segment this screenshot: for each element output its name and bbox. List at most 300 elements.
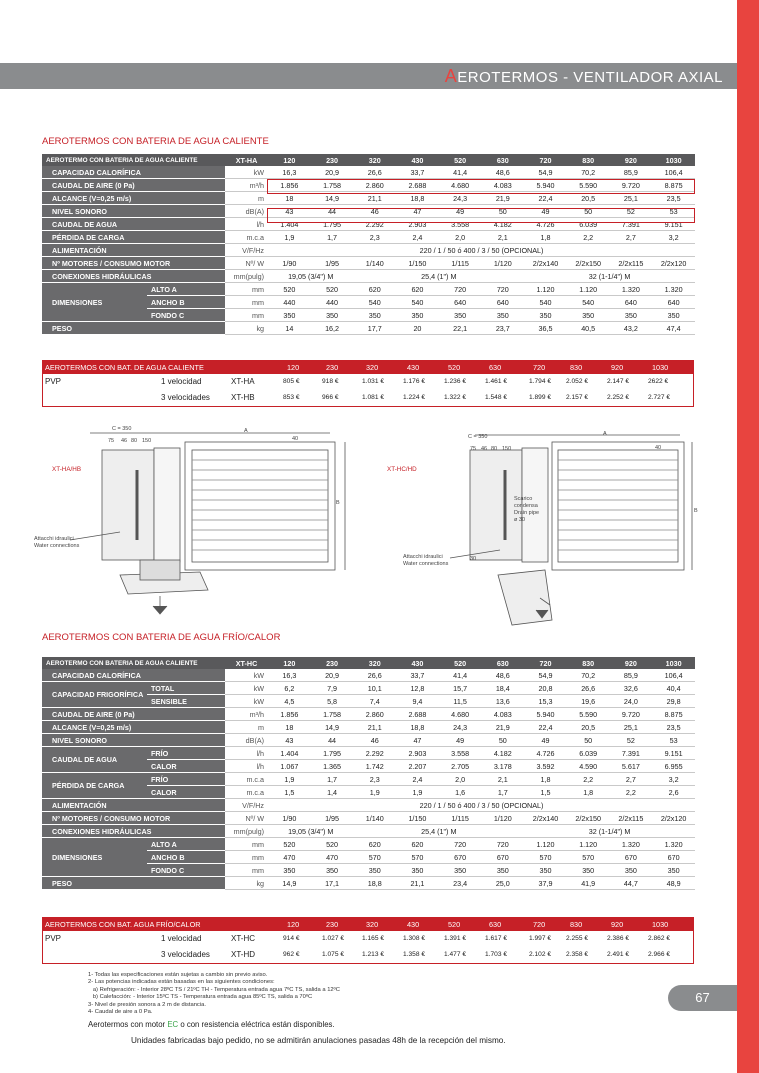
cell-value: 520 xyxy=(311,283,354,296)
dim-right-2: 46 xyxy=(481,446,488,452)
table-row xyxy=(42,799,695,812)
section2-title: AEROTERMOS CON BATERIA DE AGUA FRÍO/CALOR xyxy=(42,632,281,643)
sub-label: SENSIBLE xyxy=(147,695,225,708)
cell-value: 23,7 xyxy=(481,322,524,335)
cell-value: 570 xyxy=(353,851,396,864)
cell-value: 20,9 xyxy=(311,669,354,682)
cell-value: 670 xyxy=(652,851,695,864)
cell-value: 21,9 xyxy=(481,192,524,205)
table-row xyxy=(42,669,695,682)
dim-left-4: 150 xyxy=(142,438,152,444)
sub-label: FRÍO xyxy=(147,773,225,786)
table-row xyxy=(42,708,695,721)
water-conn-left-2: Water connections xyxy=(34,543,80,549)
drain-label-2: condensa xyxy=(514,503,538,509)
sub-label: FONDO C xyxy=(147,309,225,322)
cell-value: 5.940 xyxy=(524,179,567,192)
cell-value: 19,6 xyxy=(567,695,610,708)
diagram-label-right: XT-HC/HD xyxy=(387,466,417,473)
row-unit: dB(A) xyxy=(225,734,268,747)
cell-value: 18,4 xyxy=(481,682,524,695)
cell-value: 19,05 (3/4") M xyxy=(268,825,353,838)
row-unit: mm xyxy=(225,283,268,296)
cell-value: 43 xyxy=(268,205,311,218)
cell-value: 9,4 xyxy=(396,695,439,708)
diagram-label-left: XT-HA/HB xyxy=(52,466,82,473)
row-unit: kg xyxy=(225,877,268,890)
cell-value: 22,4 xyxy=(524,192,567,205)
cell-value: 44,7 xyxy=(610,877,653,890)
row-unit: kW xyxy=(225,695,268,708)
cell-value: 7.391 xyxy=(610,747,653,760)
price-title: AEROTERMOS CON BAT. AGUA FRÍO/CALOR xyxy=(45,920,201,929)
cell-value: 1,9 xyxy=(396,786,439,799)
table-title: AEROTERMO CON BATERIA DE AGUA CALIENTE xyxy=(42,154,225,166)
cell-value: 2,3 xyxy=(353,231,396,244)
cell-value: 16,3 xyxy=(268,166,311,179)
dimension-drawings xyxy=(40,420,700,635)
cell-value: 15,3 xyxy=(524,695,567,708)
cell-value: 1.320 xyxy=(652,838,695,851)
cell-value: 1,6 xyxy=(439,786,482,799)
row-unit: mm xyxy=(225,838,268,851)
cell-value: 640 xyxy=(481,296,524,309)
cell-value: 570 xyxy=(524,851,567,864)
cell-value: 23,4 xyxy=(439,877,482,890)
price-size-header: 830 xyxy=(570,363,583,372)
cell-value: 2,2 xyxy=(610,786,653,799)
table-row xyxy=(42,682,695,695)
cell-value: 26,6 xyxy=(567,682,610,695)
cell-value: 5.940 xyxy=(524,708,567,721)
cell-value: 48,9 xyxy=(652,877,695,890)
size-header: 120 xyxy=(268,657,311,669)
cell-value: 670 xyxy=(610,851,653,864)
row-label: ALIMENTACIÓN xyxy=(42,244,225,257)
cell-value: 520 xyxy=(268,838,311,851)
model-label: XT-HA xyxy=(231,377,255,386)
cell-value: 1/115 xyxy=(439,812,482,825)
price-cell: 1.224 € xyxy=(403,394,425,401)
cell-value: 15,7 xyxy=(439,682,482,695)
size-header: 830 xyxy=(567,154,610,166)
cell-value: 4.726 xyxy=(524,747,567,760)
cell-value: 21,1 xyxy=(353,721,396,734)
table-row xyxy=(42,283,695,296)
cell-value: 350 xyxy=(524,864,567,877)
dim-right-4: 150 xyxy=(502,446,512,452)
footnote-line: 4- Caudal de aire a 0 Pa. xyxy=(88,1009,153,1016)
cell-value: 9.151 xyxy=(652,747,695,760)
cell-value: 1/120 xyxy=(481,257,524,270)
cell-value: 350 xyxy=(652,309,695,322)
size-header: 430 xyxy=(396,154,439,166)
size-header: 230 xyxy=(311,154,354,166)
cell-value: 4.680 xyxy=(439,179,482,192)
cell-value: 350 xyxy=(524,309,567,322)
cell-value: 2.705 xyxy=(439,760,482,773)
cell-value: 2.207 xyxy=(396,760,439,773)
ec-note: Aerotermos con motor EC o con resistencia eléctrica están disponibles. xyxy=(88,1020,335,1029)
footnote-line: 3- Nivel de presión sonora a 2 m de distancia. xyxy=(88,1001,206,1008)
cell-value: 14,9 xyxy=(268,877,311,890)
row-label: ALCANCE (V=0,25 m/s) xyxy=(42,721,225,734)
cell-value: 7,9 xyxy=(311,682,354,695)
cell-value: 2/2x140 xyxy=(524,257,567,270)
group-label: DIMENSIONES xyxy=(42,838,147,877)
cell-value: 1/140 xyxy=(353,257,396,270)
cell-value: 40,5 xyxy=(567,322,610,335)
size-header: 430 xyxy=(396,657,439,669)
cell-value: 50 xyxy=(567,734,610,747)
cell-value: 70,2 xyxy=(567,669,610,682)
cell-value: 20 xyxy=(396,322,439,335)
cell-value: 640 xyxy=(652,296,695,309)
cell-value: 5,8 xyxy=(311,695,354,708)
price-cell: 1.176 € xyxy=(403,378,425,385)
row-unit: dB(A) xyxy=(225,205,268,218)
price-cell: 2.252 € xyxy=(607,394,629,401)
table-row xyxy=(42,825,695,838)
cell-value: 20,8 xyxy=(524,682,567,695)
price-cell: 1.322 € xyxy=(444,394,466,401)
cell-value: 3,2 xyxy=(652,773,695,786)
drain-label-4: ø 30 xyxy=(514,517,526,523)
cell-value: 20,9 xyxy=(311,166,354,179)
row-label: Nº MOTORES / CONSUMO MOTOR xyxy=(42,812,225,825)
table-row xyxy=(42,721,695,734)
sub-label: FRÍO xyxy=(147,747,225,760)
price-size-header: 630 xyxy=(489,920,502,929)
row-unit: l/h xyxy=(225,747,268,760)
row-label: CONEXIONES HIDRÁULICAS xyxy=(42,270,225,283)
cell-value: 52 xyxy=(610,734,653,747)
table-header-row xyxy=(42,657,695,669)
row-unit: m xyxy=(225,721,268,734)
cell-value: 53 xyxy=(652,734,695,747)
cell-value: 350 xyxy=(396,864,439,877)
price-cell: 1.703 € xyxy=(485,951,507,958)
cell-value: 2,7 xyxy=(610,231,653,244)
cell-value: 350 xyxy=(481,864,524,877)
cell-value: 19,05 (3/4") M xyxy=(268,270,353,283)
price-size-header: 320 xyxy=(366,920,379,929)
price-cell: 1.794 € xyxy=(529,378,551,385)
cell-value: 13,6 xyxy=(481,695,524,708)
price-cell: 2622 € xyxy=(648,378,669,385)
cell-value: 2/2x115 xyxy=(610,812,653,825)
cell-value: 520 xyxy=(311,838,354,851)
price-cell: 2.102 € xyxy=(529,951,551,958)
cell-value: 1,7 xyxy=(481,786,524,799)
dim-40-right: 40 xyxy=(655,445,662,451)
speed-label: 1 velocidad xyxy=(161,377,202,386)
cell-value: 350 xyxy=(439,864,482,877)
table-row xyxy=(42,270,695,283)
cell-value: 1,8 xyxy=(524,231,567,244)
row-unit: mm(pulg) xyxy=(225,825,268,838)
cell-value: 2.860 xyxy=(353,179,396,192)
cell-value: 25,4 (1") M xyxy=(353,270,524,283)
cell-value: 540 xyxy=(353,296,396,309)
price-cell: 2.966 € xyxy=(648,951,670,958)
cell-value: 16,3 xyxy=(268,669,311,682)
cell-value: 85,9 xyxy=(610,669,653,682)
row-label: CAPACIDAD CALORÍFICA xyxy=(42,166,225,179)
cell-value: 24,3 xyxy=(439,721,482,734)
row-label: PÉRDIDA DE CARGA xyxy=(42,231,225,244)
cell-value: 5.617 xyxy=(610,760,653,773)
cell-value: 620 xyxy=(353,838,396,851)
cell-value: 53 xyxy=(652,205,695,218)
table-row xyxy=(42,231,695,244)
cell-value: 1.120 xyxy=(524,838,567,851)
cell-value: 1,8 xyxy=(567,786,610,799)
cell-value: 350 xyxy=(353,309,396,322)
price-cell: 2.862 € xyxy=(648,935,670,942)
row-unit: m³/h xyxy=(225,708,268,721)
cell-value: 1,5 xyxy=(268,786,311,799)
cell-value: 520 xyxy=(268,283,311,296)
cell-value: 1/90 xyxy=(268,812,311,825)
cell-value: 10,1 xyxy=(353,682,396,695)
price-cell: 1.477 € xyxy=(444,951,466,958)
cell-value: 620 xyxy=(396,838,439,851)
dim-right-1: 75 xyxy=(470,446,477,452)
price-size-header: 430 xyxy=(407,920,420,929)
cell-value: 1.758 xyxy=(311,179,354,192)
price-table-heating xyxy=(42,360,694,407)
cell-value: 1,7 xyxy=(311,773,354,786)
cell-value: 21,1 xyxy=(353,192,396,205)
cell-value: 50 xyxy=(481,734,524,747)
cell-value: 3.178 xyxy=(481,760,524,773)
cell-value: 33,7 xyxy=(396,166,439,179)
model-code: XT-HA xyxy=(225,154,268,166)
cell-value: 48,6 xyxy=(481,669,524,682)
cell-value: 32 (1-1/4") M xyxy=(524,825,695,838)
cell-value: 49 xyxy=(524,734,567,747)
cell-value: 2.292 xyxy=(353,218,396,231)
cell-value: 540 xyxy=(396,296,439,309)
cell-value: 440 xyxy=(311,296,354,309)
cell-value: 41,9 xyxy=(567,877,610,890)
cell-value: 2.903 xyxy=(396,218,439,231)
cell-value: 49 xyxy=(439,205,482,218)
dim-30: 30 xyxy=(470,556,477,562)
price-header xyxy=(43,918,693,931)
drain-label-1: Scarico xyxy=(514,496,533,502)
price-cell: 1.617 € xyxy=(485,935,507,942)
size-header: 920 xyxy=(610,657,653,669)
group-label: PÉRDIDA DE CARGA xyxy=(42,773,147,799)
cell-value: 350 xyxy=(268,864,311,877)
cell-value: 470 xyxy=(311,851,354,864)
cell-value: 18,8 xyxy=(396,192,439,205)
speed-label: 3 velocidades xyxy=(161,393,210,402)
table-row xyxy=(42,257,695,270)
cell-value: 26,6 xyxy=(353,166,396,179)
footnote-line: b) Calefacción: - Interior 15ºC TS - Temperatura entrada agua 85ºC TS, salida a 70ºC xyxy=(88,994,313,1001)
size-header: 120 xyxy=(268,154,311,166)
cell-value: 1.320 xyxy=(610,838,653,851)
price-cell: 1.358 € xyxy=(403,951,425,958)
price-cell: 2.052 € xyxy=(566,378,588,385)
cell-value: 12,8 xyxy=(396,682,439,695)
highlight-frame xyxy=(267,179,695,194)
price-size-header: 720 xyxy=(533,363,546,372)
cell-value: 640 xyxy=(610,296,653,309)
cell-value: 3.558 xyxy=(439,218,482,231)
cell-value: 2/2x140 xyxy=(524,812,567,825)
dim-a-left: A xyxy=(244,428,248,434)
price-cell: 1.899 € xyxy=(529,394,551,401)
cell-value: 50 xyxy=(481,205,524,218)
price-cell: 1.027 € xyxy=(322,935,344,942)
row-unit: V/F/Hz xyxy=(225,244,268,257)
price-size-header: 430 xyxy=(407,363,420,372)
cell-value: 440 xyxy=(268,296,311,309)
cell-value: 54,9 xyxy=(524,166,567,179)
price-size-header: 120 xyxy=(287,920,300,929)
size-header: 520 xyxy=(439,154,482,166)
price-row xyxy=(43,931,693,947)
cell-value: 50 xyxy=(567,205,610,218)
price-row xyxy=(43,390,693,406)
cell-value: 4.680 xyxy=(439,708,482,721)
cell-value: 25,4 (1") M xyxy=(353,825,524,838)
cell-value: 40,4 xyxy=(652,682,695,695)
row-label: NIVEL SONORO xyxy=(42,734,225,747)
row-label: PESO xyxy=(42,322,225,335)
group-label: CAUDAL DE AGUA xyxy=(42,747,147,773)
cell-value: 1.365 xyxy=(311,760,354,773)
cell-value: 2/2x115 xyxy=(610,257,653,270)
cell-value: 70,2 xyxy=(567,166,610,179)
cell-value: 540 xyxy=(567,296,610,309)
cell-value: 44 xyxy=(311,734,354,747)
group-label: DIMENSIONES xyxy=(42,283,147,322)
row-label: CONEXIONES HIDRÁULICAS xyxy=(42,825,225,838)
page-number: 67 xyxy=(668,985,737,1011)
cell-value: 20,5 xyxy=(567,192,610,205)
row-label: CAPACIDAD CALORÍFICA xyxy=(42,669,225,682)
cell-value: 2/2x120 xyxy=(652,257,695,270)
pvp-label: PVP xyxy=(45,934,62,943)
row-unit: mm(pulg) xyxy=(225,270,268,283)
cell-value: 1/150 xyxy=(396,257,439,270)
cell-value: 350 xyxy=(567,864,610,877)
cell-value: 43 xyxy=(268,734,311,747)
cell-value: 6.039 xyxy=(567,218,610,231)
price-cell: 914 € xyxy=(283,935,300,942)
cell-value: 2.860 xyxy=(353,708,396,721)
cell-value: 1.067 xyxy=(268,760,311,773)
cell-value: 49 xyxy=(524,205,567,218)
price-cell: 1.031 € xyxy=(362,378,384,385)
sub-label: ANCHO B xyxy=(147,851,225,864)
water-conn-left-1: Attacchi idraulici xyxy=(34,536,74,542)
cell-value: 36,5 xyxy=(524,322,567,335)
cell-value: 4.083 xyxy=(481,179,524,192)
cell-value: 670 xyxy=(439,851,482,864)
table-row xyxy=(42,838,695,851)
price-table-cooling-heating xyxy=(42,917,694,964)
cell-value: 6.955 xyxy=(652,760,695,773)
cell-value: 14,9 xyxy=(311,192,354,205)
cell-value: 720 xyxy=(439,283,482,296)
group-label: CAPACIDAD FRIGORÍFICA xyxy=(42,682,147,708)
cell-value: 11,5 xyxy=(439,695,482,708)
cell-value: 1,9 xyxy=(353,786,396,799)
cell-value: 350 xyxy=(268,309,311,322)
cell-value: 1,4 xyxy=(311,786,354,799)
table-row xyxy=(42,877,695,890)
size-header: 230 xyxy=(311,657,354,669)
table-row xyxy=(42,773,695,786)
price-cell: 1.213 € xyxy=(362,951,384,958)
size-header: 720 xyxy=(524,154,567,166)
price-cell: 2.386 € xyxy=(607,935,629,942)
row-unit: m.c.a xyxy=(225,773,268,786)
price-size-header: 1030 xyxy=(652,920,669,929)
cell-value: 7.391 xyxy=(610,218,653,231)
dim-right-3: 80 xyxy=(491,446,498,452)
table-row xyxy=(42,244,695,257)
sub-label: CALOR xyxy=(147,786,225,799)
cell-value: 620 xyxy=(396,283,439,296)
price-size-header: 830 xyxy=(570,920,583,929)
cell-value: 350 xyxy=(311,864,354,877)
cell-value: 570 xyxy=(396,851,439,864)
cell-value: 5.590 xyxy=(567,179,610,192)
cell-value: 2,3 xyxy=(353,773,396,786)
footnote-line: 1- Todas las especificaciones están sujetas a cambio sin previo aviso. xyxy=(88,972,268,978)
section1-title: AEROTERMOS CON BATERIA DE AGUA CALIENTE xyxy=(42,136,269,147)
cell-value: 25,1 xyxy=(610,721,653,734)
cell-value: 220 / 1 / 50 ó 400 / 3 / 50 (OPCIONAL) xyxy=(268,244,695,257)
row-unit: mm xyxy=(225,851,268,864)
price-size-header: 230 xyxy=(326,363,339,372)
cell-value: 18,8 xyxy=(353,877,396,890)
cell-value: 23,5 xyxy=(652,721,695,734)
cell-value: 3.592 xyxy=(524,760,567,773)
price-cell: 853 € xyxy=(283,394,300,401)
cell-value: 41,4 xyxy=(439,669,482,682)
cell-value: 1.758 xyxy=(311,708,354,721)
highlight-frame xyxy=(267,208,695,223)
cell-value: 1,8 xyxy=(524,773,567,786)
row-unit: l/h xyxy=(225,218,268,231)
model-label: XT-HD xyxy=(231,950,255,959)
cell-value: 6.039 xyxy=(567,747,610,760)
cell-value: 2,7 xyxy=(610,773,653,786)
row-label: NIVEL SONORO xyxy=(42,205,225,218)
cell-value: 47,4 xyxy=(652,322,695,335)
cell-value: 33,7 xyxy=(396,669,439,682)
cell-value: 1/90 xyxy=(268,257,311,270)
cell-value: 14,9 xyxy=(311,721,354,734)
spec-table-cooling-heating xyxy=(42,657,695,890)
price-cell: 962 € xyxy=(283,951,300,958)
cell-value: 540 xyxy=(524,296,567,309)
table-row xyxy=(42,166,695,179)
cell-value: 350 xyxy=(610,864,653,877)
cell-value: 1.856 xyxy=(268,179,311,192)
cell-value: 7,4 xyxy=(353,695,396,708)
row-unit: m xyxy=(225,192,268,205)
table-row xyxy=(42,322,695,335)
